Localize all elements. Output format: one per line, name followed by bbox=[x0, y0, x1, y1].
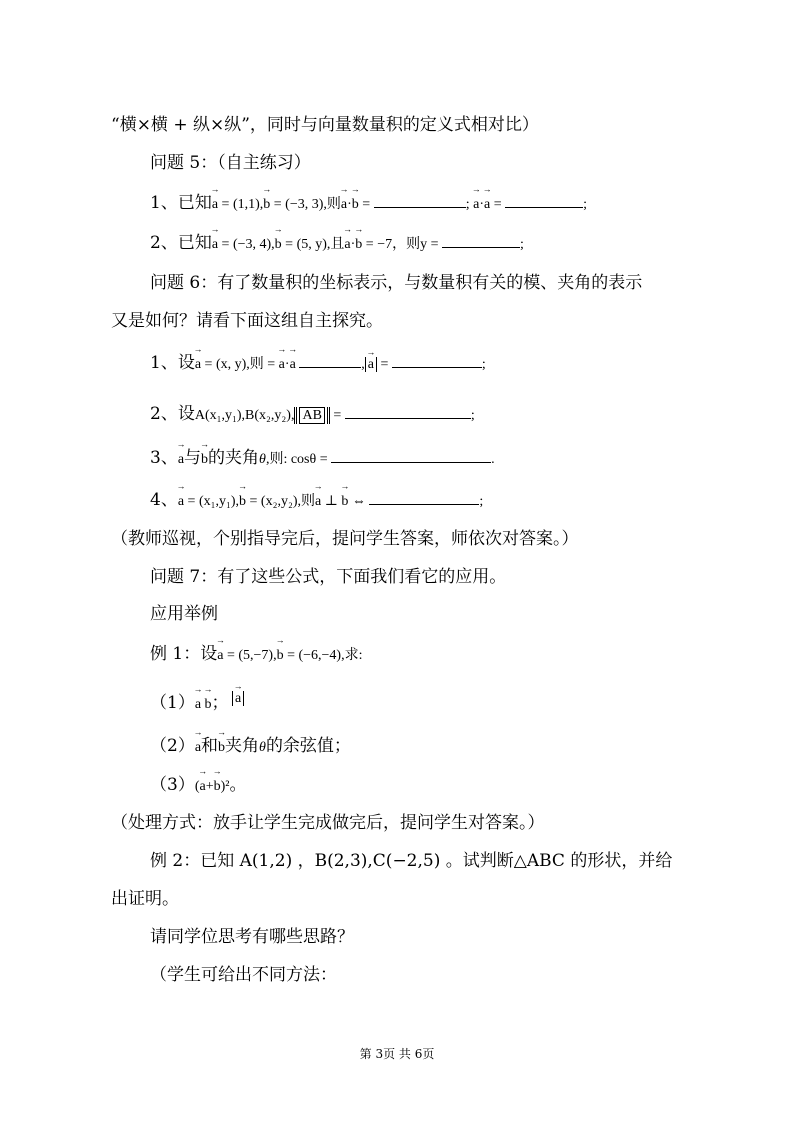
text-line-1: “横×横 + 纵×纵”，同时与向量数量积的定义式相对比） bbox=[111, 115, 539, 135]
page-footer: 第 3页 共 6页 bbox=[359, 1047, 435, 1061]
example-1-part-2: （2）→ a和→ b夹角θ的余弦值； bbox=[150, 735, 351, 759]
question-5-heading: 问题 5：（自主练习） bbox=[150, 153, 311, 173]
application-heading: 应用举例 bbox=[150, 604, 218, 624]
explore-2: 2、设A(x₁,y₁),B(x₂,y₂), AB = ; bbox=[150, 404, 475, 424]
answer-blank[interactable] bbox=[369, 490, 479, 505]
example-1-part-1: （1）→ a → b； → a bbox=[150, 692, 244, 716]
question-7: 问题 7：有了这些公式，下面我们看它的应用。 bbox=[150, 567, 507, 587]
explore-1: 1、设→ a = (x, y),则 = → a·→ a ,→ a = ; bbox=[150, 352, 486, 376]
example-1-part-3: （3）(→ a+→ b)²。 bbox=[150, 774, 246, 798]
explore-4: 4、→ a = (x₁,y₁),→ b = (x₂,y₂),则→ a ⊥ → b ⇔ ; bbox=[150, 489, 483, 513]
question-6-line-2: 又是如何？请看下面这组自主探究。 bbox=[111, 311, 383, 331]
question-6-line-1: 问题 6：有了数量积的坐标表示，与数量积有关的模、夹角的表示 bbox=[150, 273, 643, 293]
answer-blank[interactable] bbox=[331, 448, 491, 463]
answer-blank[interactable] bbox=[505, 193, 583, 208]
answer-blank[interactable] bbox=[392, 353, 482, 368]
processing-note: （处理方式：放手让学生完成做完后，提问学生对答案。） bbox=[111, 813, 545, 833]
thinking-prompt: 请同学位思考有哪些思路？ bbox=[150, 927, 354, 947]
answer-blank[interactable] bbox=[374, 193, 466, 208]
exercise-2: 2、已知→ a = (−3, 4),→ b = (5, y),且→ a·→ b = −7，则y = ; bbox=[150, 232, 524, 256]
explore-3: 3、→ a与→ b的夹角θ,则: cosθ = . bbox=[150, 447, 495, 471]
teacher-note: （教师巡视，个别指导完后，提问学生答案，师依次对答案。） bbox=[111, 529, 579, 549]
example-1: 例 1：设→ a = (5,−7),→ b = (−6,−4),求: bbox=[150, 643, 362, 667]
student-methods: （学生可给出不同方法： bbox=[150, 965, 337, 985]
answer-blank[interactable] bbox=[442, 233, 520, 248]
example-2-line-1: 例 2：已知 A(1,2) ，B(2,3),C(−2,5) 。试判断△ABC 的形状，并给 bbox=[150, 851, 673, 871]
answer-blank[interactable] bbox=[299, 353, 361, 368]
answer-blank[interactable] bbox=[345, 404, 471, 419]
example-2-line-2: 出证明。 bbox=[111, 889, 179, 909]
exercise-1: 1、已知→ a = (1,1),→ b = (−3, 3),则→ a·→ b = ; → a·→ a = ; bbox=[150, 192, 587, 216]
